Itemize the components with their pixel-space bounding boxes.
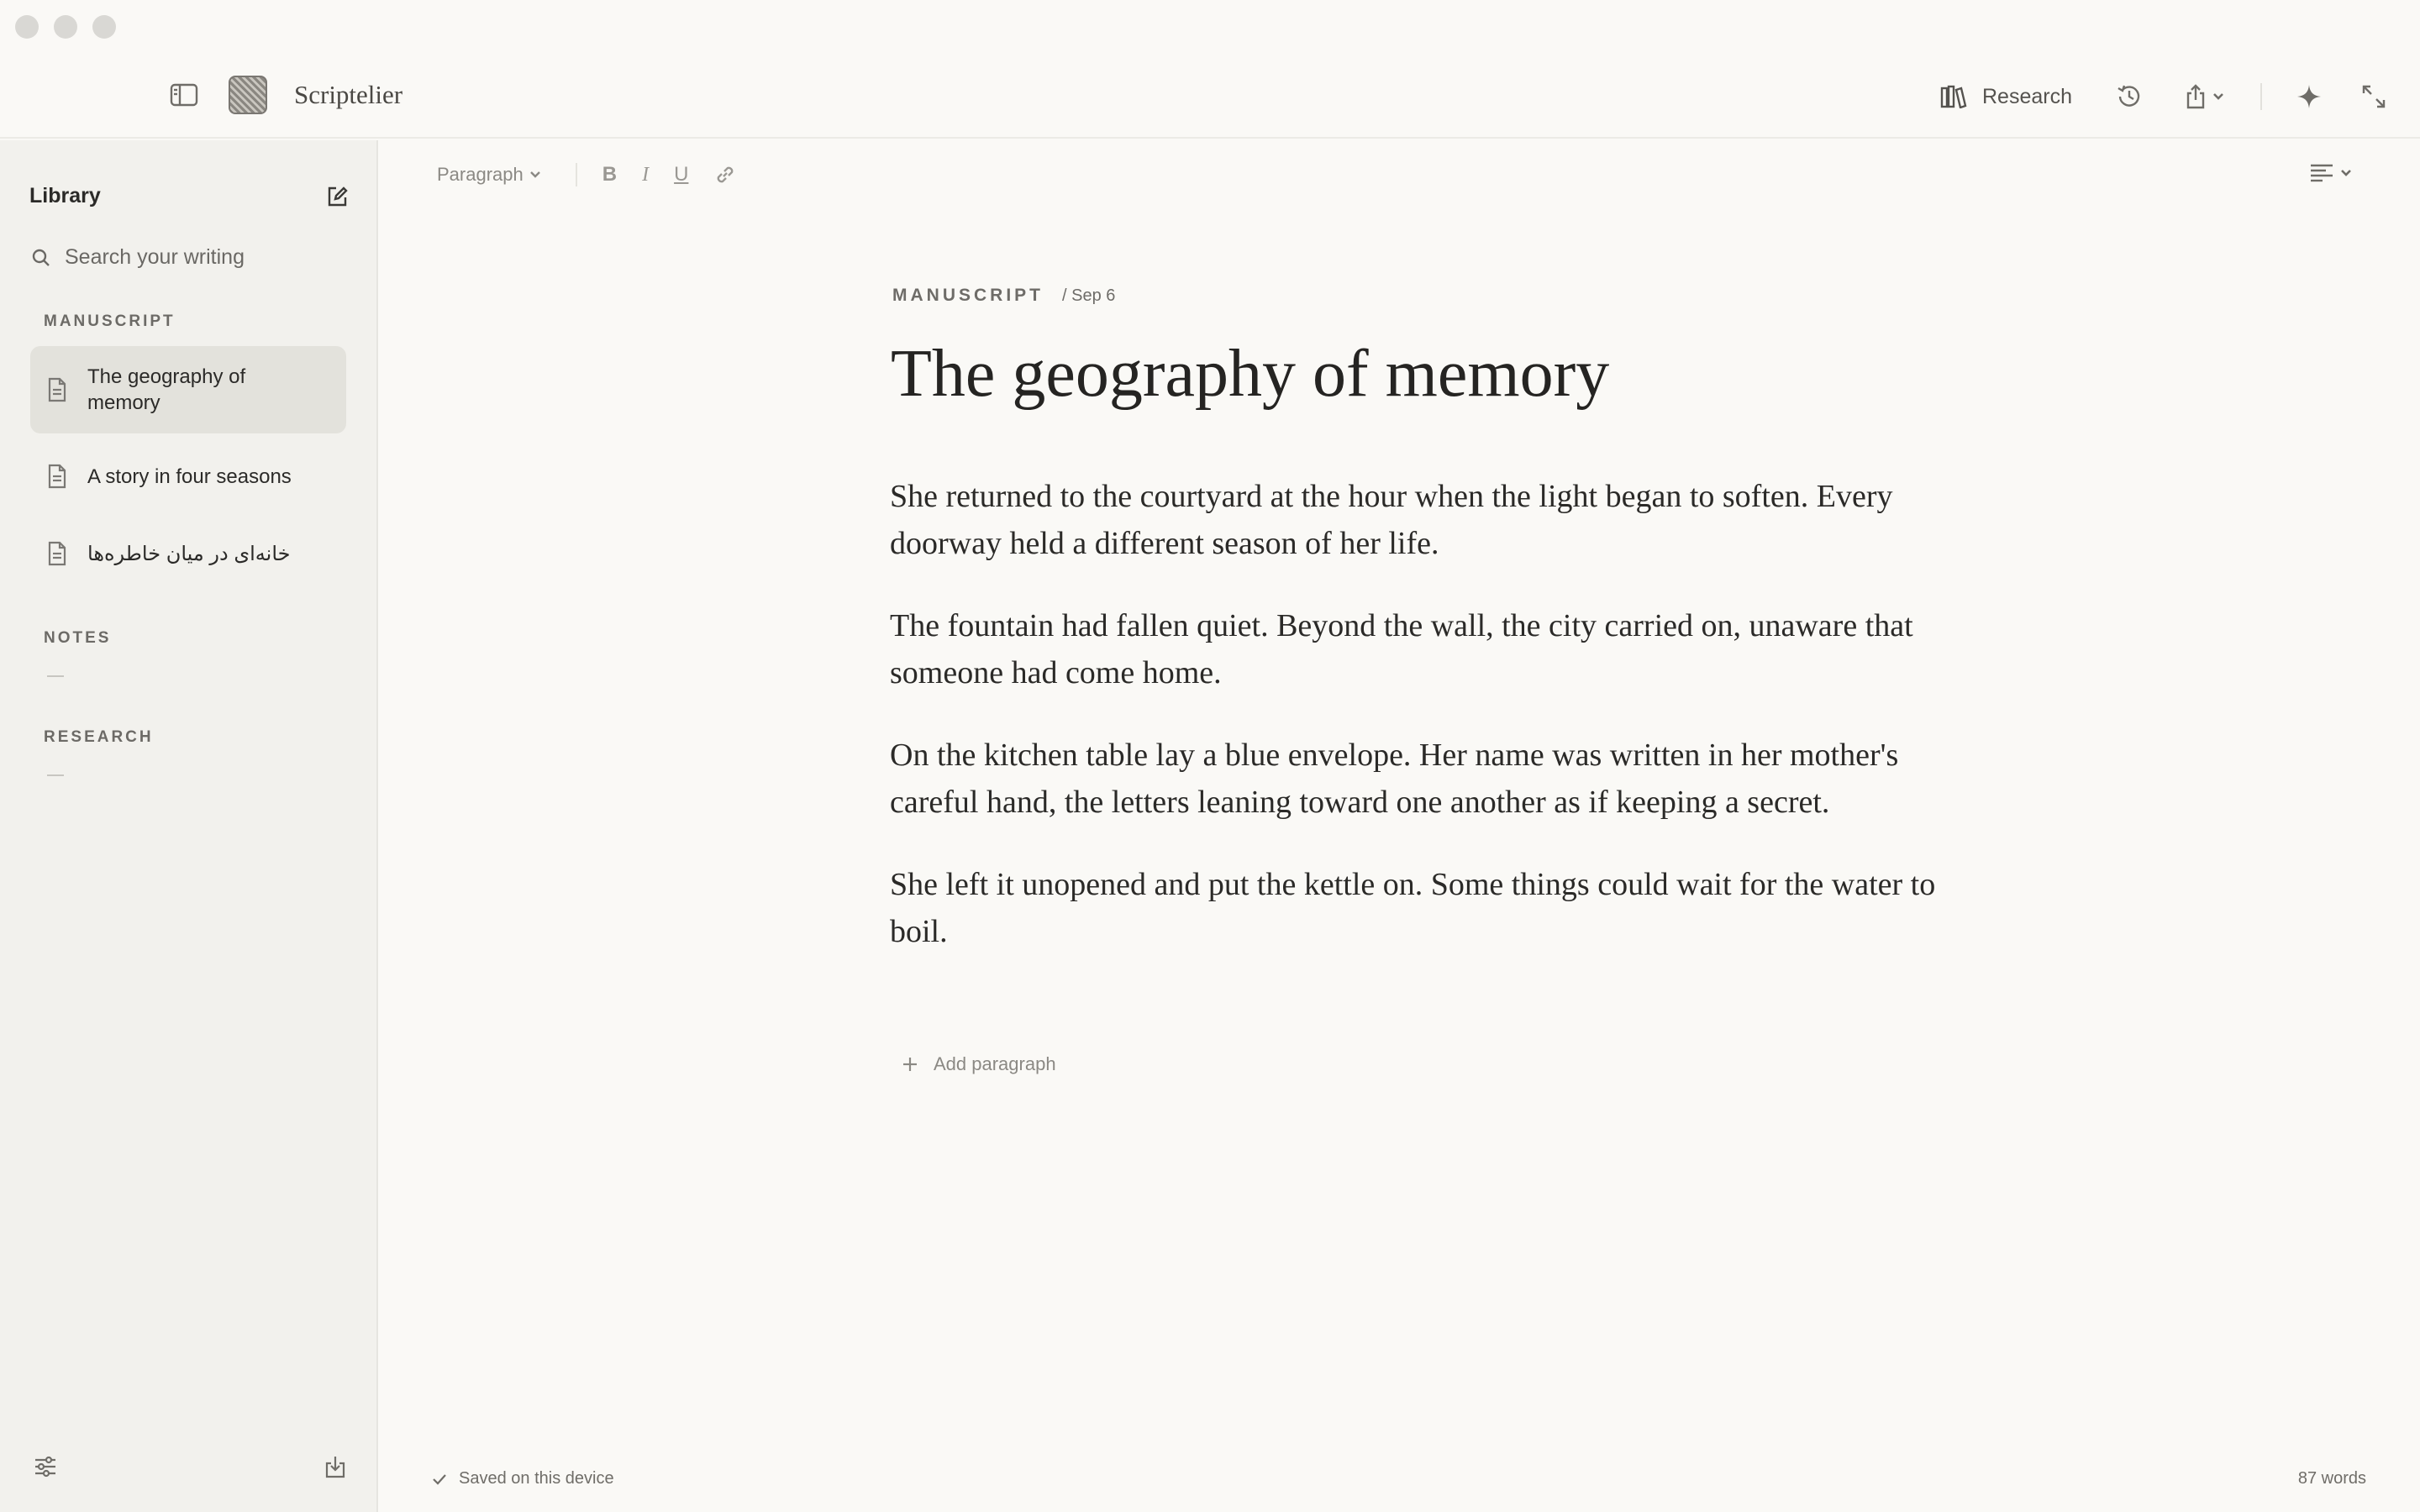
sidebar-doc-label: The geography of memory <box>87 365 246 414</box>
chevron-down-icon <box>2212 92 2225 102</box>
align-left-icon <box>2309 162 2334 184</box>
minimize-window-button[interactable] <box>54 15 77 39</box>
window-controls <box>15 15 116 39</box>
sidebar-toggle-icon[interactable] <box>170 83 198 107</box>
block-style-label: Paragraph <box>437 164 523 185</box>
close-window-button[interactable] <box>15 15 39 39</box>
new-document-icon[interactable] <box>325 185 349 208</box>
library-books-icon <box>1940 85 1967 108</box>
document-date: / Sep 6 <box>1062 286 1116 305</box>
plus-icon <box>902 1056 918 1073</box>
document-icon <box>47 377 69 402</box>
document-meta <box>892 286 1115 306</box>
chevron-down-icon <box>2339 168 2353 178</box>
word-count: 87 words <box>2297 1469 2366 1488</box>
app-name: Scriptelier <box>294 80 403 109</box>
sidebar-footer <box>34 1455 346 1478</box>
zoom-window-button[interactable] <box>92 15 116 39</box>
bold-button[interactable]: B <box>602 163 618 186</box>
sliders-icon[interactable] <box>34 1455 57 1478</box>
manuscript-section-label: MANUSCRIPT <box>44 312 176 330</box>
library-sidebar <box>0 140 378 1512</box>
paragraph[interactable]: She returned to the courtyard at the hour when the light began to soften. Every doorway held a different season of her life. <box>890 479 1893 561</box>
document-icon <box>47 464 69 489</box>
notes-section-label: NOTES <box>44 629 112 647</box>
expand-icon[interactable] <box>2361 84 2386 109</box>
toolbar-divider <box>2260 83 2262 110</box>
document-title[interactable]: The geography of memory <box>891 337 1610 411</box>
checkmark-icon <box>432 1473 447 1486</box>
research-section-label: RESEARCH <box>44 728 154 746</box>
paragraph[interactable]: She left it unopened and put the kettle on. Some things could wait for the water to boil. <box>890 867 1936 949</box>
save-status-label: Saved on this device <box>459 1469 614 1488</box>
sidebar-doc-label: خانه‌ای در میان خاطره‌ها <box>87 542 291 565</box>
research-button[interactable] <box>1940 85 2072 109</box>
paragraph[interactable]: The fountain had fallen quiet. Beyond the wall, the city carried on, unaware that someone had come home. <box>890 608 1913 690</box>
title-bar-right <box>1940 76 2386 118</box>
app-logo <box>229 76 267 114</box>
sidebar-doc-item[interactable] <box>30 346 346 433</box>
title-bar <box>0 0 2420 139</box>
add-paragraph-label: Add paragraph <box>934 1053 1056 1074</box>
sidebar-doc-label: A story in four seasons <box>87 465 292 488</box>
search-input[interactable]: Search your writing <box>65 245 245 269</box>
title-bar-left <box>170 76 402 114</box>
underline-button[interactable]: U <box>674 163 689 186</box>
document-section: MANUSCRIPT <box>892 286 1044 305</box>
share-menu-button[interactable] <box>2185 83 2225 110</box>
empty-section-placeholder <box>47 774 64 776</box>
empty-section-placeholder <box>47 675 64 677</box>
sparkle-icon[interactable] <box>2296 83 2323 110</box>
document-body[interactable] <box>890 473 1965 990</box>
document-icon <box>47 541 69 566</box>
italic-button[interactable]: I <box>642 163 650 186</box>
library-search[interactable] <box>31 245 245 270</box>
research-label: Research <box>1982 84 2072 108</box>
format-toolbar <box>437 160 737 190</box>
sidebar-doc-item[interactable] <box>30 451 346 501</box>
toolbar-divider <box>576 163 577 186</box>
link-icon[interactable] <box>713 163 737 186</box>
paragraph[interactable]: On the kitchen table lay a blue envelope. Her name was written in her mother's careful hand, the letters leaning toward one another as if keeping a secret. <box>890 738 1899 820</box>
share-icon <box>2185 83 2207 110</box>
import-icon[interactable] <box>324 1455 346 1478</box>
save-status <box>432 1469 614 1488</box>
library-title: Library <box>29 184 101 207</box>
history-icon[interactable] <box>2116 83 2143 110</box>
sidebar-doc-item[interactable] <box>30 528 346 579</box>
block-style-select[interactable] <box>437 164 542 186</box>
text-align-menu[interactable] <box>2309 162 2353 184</box>
add-paragraph-button[interactable] <box>902 1053 1056 1075</box>
library-header <box>29 184 349 208</box>
chevron-down-icon <box>529 170 542 180</box>
search-icon <box>31 248 51 268</box>
